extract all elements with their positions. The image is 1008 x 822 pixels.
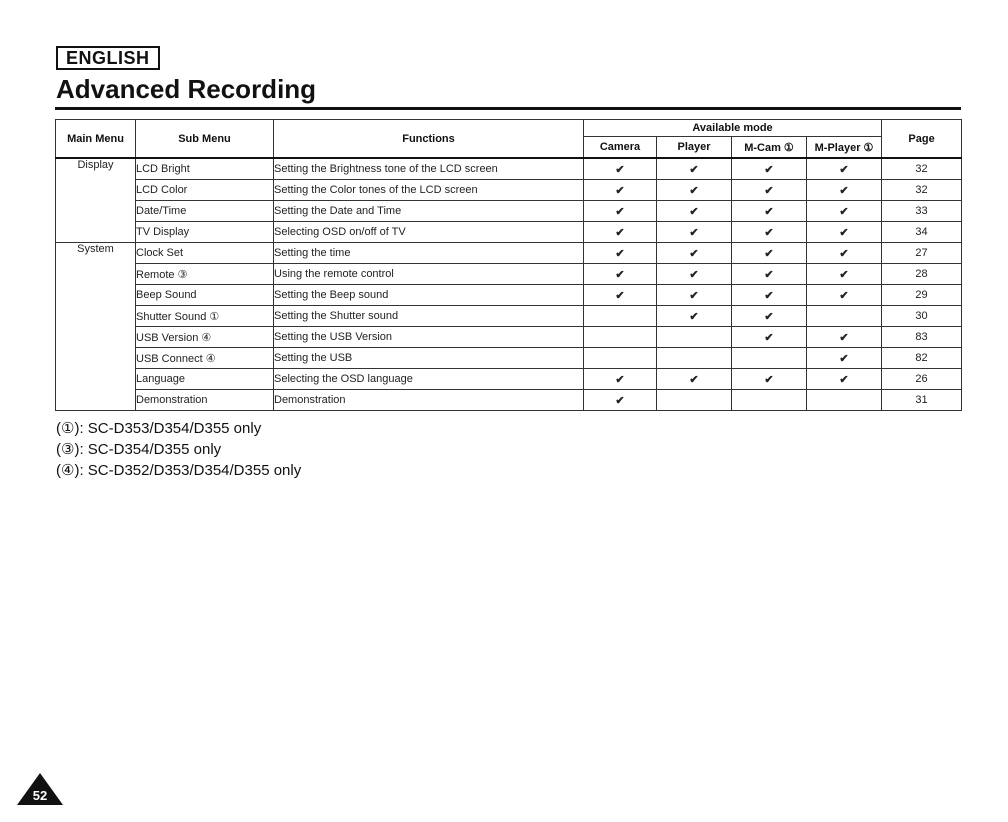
- check-icon: ✔: [764, 268, 774, 281]
- check-icon: ✔: [615, 226, 625, 239]
- mode-cell-camera: [584, 180, 657, 201]
- table-row: [56, 390, 962, 411]
- mode-cell-m-player: [807, 390, 882, 411]
- mode-cell-camera: [584, 158, 657, 180]
- mode-cell-m-cam: [732, 390, 807, 411]
- mode-cell-m-player: [807, 327, 882, 348]
- mode-cell-player: [657, 201, 732, 222]
- mode-cell-camera: [584, 369, 657, 390]
- mode-cell-m-cam: [732, 264, 807, 285]
- mode-cell-player: [657, 264, 732, 285]
- check-icon: ✔: [615, 163, 625, 176]
- check-icon: ✔: [764, 226, 774, 239]
- page-cell: 27: [882, 243, 962, 264]
- sub-menu-cell: Shutter Sound ①: [136, 306, 274, 327]
- table-row: [56, 158, 962, 180]
- header-mode-m-cam: M-Cam ①: [732, 137, 807, 159]
- footnote: (④): SC-D352/D353/D354/D355 only: [56, 462, 302, 479]
- function-cell: Setting the Color tones of the LCD screen: [274, 180, 584, 201]
- page-title: Advanced Recording: [56, 74, 317, 104]
- check-icon: ✔: [839, 289, 849, 302]
- function-cell: Setting the USB: [274, 348, 584, 369]
- mode-cell-player: [657, 243, 732, 264]
- triangle-icon: [17, 773, 63, 805]
- check-icon: ✔: [689, 247, 699, 260]
- table-body: [56, 158, 962, 411]
- check-icon: ✔: [615, 289, 625, 302]
- page-number: 52: [32, 788, 48, 803]
- check-icon: ✔: [839, 331, 849, 344]
- check-icon: ✔: [764, 205, 774, 218]
- page-cell: 28: [882, 264, 962, 285]
- sub-menu-cell: Language: [136, 369, 274, 390]
- function-cell: Setting the Brightness tone of the LCD screen: [274, 158, 584, 180]
- function-table: [55, 119, 962, 411]
- mode-cell-camera: [584, 306, 657, 327]
- sub-menu-cell: Remote ③: [136, 264, 274, 285]
- mode-cell-m-cam: [732, 369, 807, 390]
- mode-cell-player: [657, 222, 732, 243]
- mode-cell-player: [657, 390, 732, 411]
- page-cell: 83: [882, 327, 962, 348]
- mode-cell-camera: [584, 243, 657, 264]
- check-icon: ✔: [839, 163, 849, 176]
- mode-cell-m-cam: [732, 285, 807, 306]
- mode-cell-camera: [584, 201, 657, 222]
- check-icon: ✔: [689, 226, 699, 239]
- sub-menu-cell: Clock Set: [136, 243, 274, 264]
- function-cell: Using the remote control: [274, 264, 584, 285]
- mode-cell-player: [657, 180, 732, 201]
- table-row: [56, 222, 962, 243]
- mode-cell-camera: [584, 264, 657, 285]
- page-cell: 29: [882, 285, 962, 306]
- mode-cell-player: [657, 306, 732, 327]
- check-icon: ✔: [839, 184, 849, 197]
- mode-cell-m-cam: [732, 222, 807, 243]
- sub-menu-cell: Beep Sound: [136, 285, 274, 306]
- function-cell: Setting the Shutter sound: [274, 306, 584, 327]
- mode-cell-m-player: [807, 180, 882, 201]
- table-row: [56, 243, 962, 264]
- check-icon: ✔: [615, 394, 625, 407]
- sub-menu-cell: USB Version ④: [136, 327, 274, 348]
- function-cell: Setting the Date and Time: [274, 201, 584, 222]
- function-cell: Setting the time: [274, 243, 584, 264]
- mode-cell-camera: [584, 348, 657, 369]
- mode-cell-player: [657, 158, 732, 180]
- check-icon: ✔: [764, 163, 774, 176]
- main-menu-cell: System: [56, 243, 136, 411]
- page-cell: 26: [882, 369, 962, 390]
- check-icon: ✔: [764, 289, 774, 302]
- header-functions: Functions: [274, 120, 584, 159]
- header-mode-camera: Camera: [584, 137, 657, 159]
- check-icon: ✔: [839, 226, 849, 239]
- page-cell: 32: [882, 180, 962, 201]
- check-icon: ✔: [689, 373, 699, 386]
- function-cell: Selecting OSD on/off of TV: [274, 222, 584, 243]
- check-icon: ✔: [764, 247, 774, 260]
- mode-cell-m-player: [807, 201, 882, 222]
- mode-cell-m-player: [807, 306, 882, 327]
- header-mode-player: Player: [657, 137, 732, 159]
- page-cell: 30: [882, 306, 962, 327]
- mode-cell-m-player: [807, 369, 882, 390]
- check-icon: ✔: [764, 184, 774, 197]
- table-row: [56, 306, 962, 327]
- mode-cell-m-player: [807, 264, 882, 285]
- table-row: [56, 264, 962, 285]
- table-row: [56, 180, 962, 201]
- mode-cell-camera: [584, 222, 657, 243]
- check-icon: ✔: [839, 247, 849, 260]
- mode-cell-camera: [584, 285, 657, 306]
- check-icon: ✔: [689, 310, 699, 323]
- page-cell: 34: [882, 222, 962, 243]
- mode-cell-camera: [584, 327, 657, 348]
- sub-menu-cell: LCD Bright: [136, 158, 274, 180]
- check-icon: ✔: [839, 352, 849, 365]
- check-icon: ✔: [839, 373, 849, 386]
- mode-cell-m-player: [807, 243, 882, 264]
- check-icon: ✔: [764, 373, 774, 386]
- header-mode-m-player: M-Player ①: [807, 137, 882, 159]
- mode-cell-player: [657, 369, 732, 390]
- function-cell: Demonstration: [274, 390, 584, 411]
- sub-menu-cell: TV Display: [136, 222, 274, 243]
- footnote: (③): SC-D354/D355 only: [56, 441, 222, 458]
- mode-cell-m-player: [807, 348, 882, 369]
- sub-menu-cell: USB Connect ④: [136, 348, 274, 369]
- sub-menu-cell: LCD Color: [136, 180, 274, 201]
- mode-cell-m-cam: [732, 243, 807, 264]
- check-icon: ✔: [764, 310, 774, 323]
- page-cell: 33: [882, 201, 962, 222]
- table-row: [56, 327, 962, 348]
- sub-menu-cell: Date/Time: [136, 201, 274, 222]
- function-cell: Setting the USB Version: [274, 327, 584, 348]
- check-icon: ✔: [689, 289, 699, 302]
- mode-cell-player: [657, 327, 732, 348]
- table-row: [56, 201, 962, 222]
- check-icon: ✔: [615, 247, 625, 260]
- header-available-mode: Available mode: [584, 120, 882, 137]
- mode-cell-player: [657, 285, 732, 306]
- footnotes: [56, 418, 301, 481]
- language-tag: ENGLISH: [56, 46, 160, 70]
- sub-menu-cell: Demonstration: [136, 390, 274, 411]
- main-menu-cell: Display: [56, 158, 136, 243]
- check-icon: ✔: [839, 205, 849, 218]
- mode-cell-m-player: [807, 158, 882, 180]
- check-icon: ✔: [689, 205, 699, 218]
- check-icon: ✔: [689, 163, 699, 176]
- mode-cell-m-player: [807, 285, 882, 306]
- check-icon: ✔: [689, 268, 699, 281]
- mode-cell-m-cam: [732, 180, 807, 201]
- check-icon: ✔: [615, 184, 625, 197]
- header-sub-menu: Sub Menu: [136, 120, 274, 159]
- mode-cell-m-player: [807, 222, 882, 243]
- table-row: [56, 285, 962, 306]
- table-row: [56, 369, 962, 390]
- title-divider: [55, 107, 961, 110]
- page-cell: 82: [882, 348, 962, 369]
- function-cell: Setting the Beep sound: [274, 285, 584, 306]
- mode-cell-m-cam: [732, 201, 807, 222]
- check-icon: ✔: [764, 331, 774, 344]
- mode-cell-m-cam: [732, 158, 807, 180]
- page-number-badge: [17, 773, 63, 805]
- mode-cell-player: [657, 348, 732, 369]
- mode-cell-camera: [584, 390, 657, 411]
- check-icon: ✔: [615, 373, 625, 386]
- table-row: [56, 348, 962, 369]
- check-icon: ✔: [689, 184, 699, 197]
- footnote: (①): SC-D353/D354/D355 only: [56, 420, 262, 437]
- page-cell: 31: [882, 390, 962, 411]
- check-icon: ✔: [839, 268, 849, 281]
- page-cell: 32: [882, 158, 962, 180]
- mode-cell-m-cam: [732, 348, 807, 369]
- mode-cell-m-cam: [732, 327, 807, 348]
- mode-cell-m-cam: [732, 306, 807, 327]
- function-cell: Selecting the OSD language: [274, 369, 584, 390]
- header-main-menu: Main Menu: [56, 120, 136, 159]
- check-icon: ✔: [615, 205, 625, 218]
- check-icon: ✔: [615, 268, 625, 281]
- header-page: Page: [882, 120, 962, 159]
